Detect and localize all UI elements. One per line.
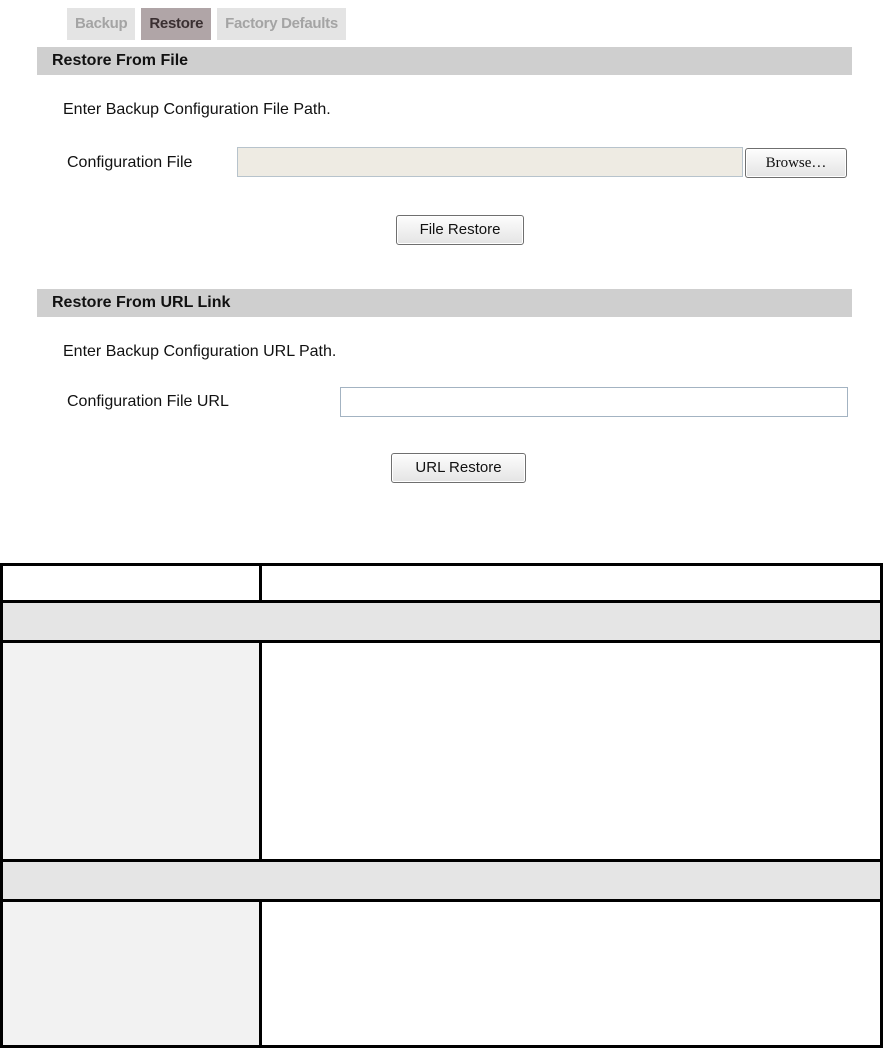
table-divider — [0, 859, 883, 862]
table-label-cell — [0, 643, 259, 861]
restore-from-file-header: Restore From File — [37, 47, 852, 75]
url-restore-button[interactable]: URL Restore — [391, 453, 526, 483]
table-border-left — [0, 563, 3, 1048]
tab-factory-defaults[interactable]: Factory Defaults — [217, 8, 346, 40]
table-column-divider — [259, 640, 262, 861]
table-divider — [0, 600, 883, 603]
table-section-row — [0, 603, 883, 640]
configuration-file-input[interactable] — [237, 147, 743, 177]
table-section-row — [0, 861, 883, 899]
table-divider — [0, 899, 883, 902]
url-instruction: Enter Backup Configuration URL Path. — [63, 343, 337, 360]
configuration-file-label: Configuration File — [67, 154, 193, 171]
table-column-divider — [259, 899, 262, 1048]
tab-backup[interactable]: Backup — [67, 8, 135, 40]
table-divider — [0, 640, 883, 643]
file-restore-button[interactable]: File Restore — [396, 215, 524, 245]
configuration-file-url-input[interactable] — [340, 387, 848, 417]
table-row — [0, 643, 883, 861]
restore-from-url-header: Restore From URL Link — [37, 289, 852, 317]
configuration-file-url-label: Configuration File URL — [67, 393, 229, 410]
table-label-cell — [0, 902, 259, 1048]
table-row — [0, 902, 883, 1048]
tab-bar — [67, 8, 346, 40]
file-instruction: Enter Backup Configuration File Path. — [63, 101, 331, 118]
table-column-divider — [259, 563, 262, 603]
browse-button[interactable]: Browse… — [745, 148, 847, 178]
table-divider — [0, 563, 883, 566]
tab-restore[interactable]: Restore — [141, 8, 211, 40]
